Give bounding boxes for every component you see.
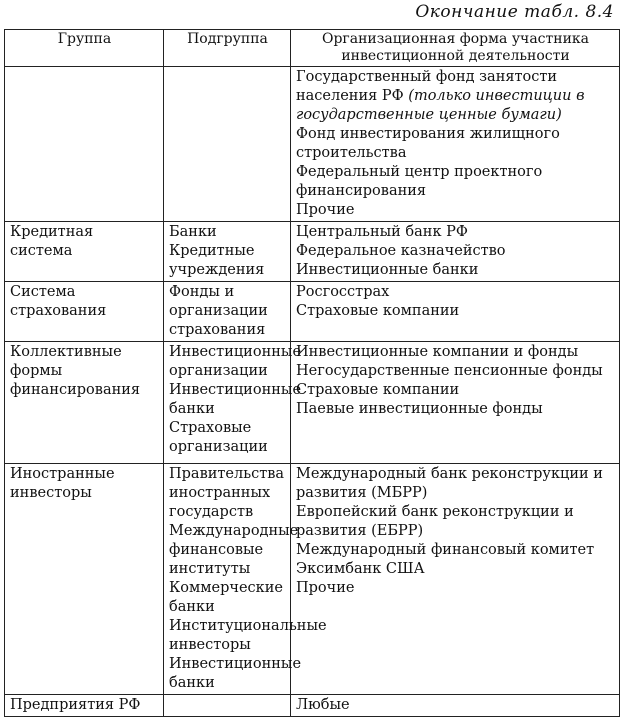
subgroup-item: Коммерческие банки xyxy=(169,580,283,615)
form-item: Федеральное казначейство xyxy=(296,243,506,259)
table-row xyxy=(5,464,620,695)
subgroup-item: Правительства иностранных государств xyxy=(169,466,285,520)
header-form: Организационная форма участника инвестиционной деятельности xyxy=(291,30,620,67)
table-row xyxy=(5,695,620,717)
form-item: Эксимбанк США xyxy=(296,561,425,577)
subgroup-cell xyxy=(164,67,291,222)
form-item: Прочие xyxy=(296,202,355,218)
subgroup-item: Институциональные инвесторы xyxy=(169,618,327,653)
subgroup-cell xyxy=(164,695,291,717)
table-row xyxy=(5,342,620,464)
form-item: Международный финансовый комитет xyxy=(296,542,595,558)
form-cell xyxy=(291,282,620,342)
form-item: Фонд инвестирования жилищного строительства xyxy=(296,126,560,161)
table-caption: Окончание табл. 8.4 xyxy=(415,2,614,22)
form-item: Центральный банк РФ xyxy=(296,224,468,240)
subgroup-cell xyxy=(164,222,291,282)
table-row xyxy=(5,282,620,342)
subgroup-cell xyxy=(164,342,302,464)
form-item: Федеральный центр проектного финансирования xyxy=(296,164,543,199)
group-cell: Иностранные инвесторы xyxy=(5,464,164,695)
table-header-row xyxy=(5,30,620,67)
subgroup-item: Инвестиционные банки xyxy=(169,382,302,417)
group-cell: Предприятия РФ xyxy=(5,695,164,717)
header-subgroup: Подгруппа xyxy=(164,30,291,67)
investment-participants-table xyxy=(4,29,620,717)
header-group: Группа xyxy=(5,30,164,67)
form-item: Любые xyxy=(296,697,350,713)
table-row xyxy=(5,222,620,282)
form-item: Прочие xyxy=(296,580,355,596)
subgroup-item: Фонды и организации страхования xyxy=(169,284,268,338)
form-item-note: (только инвестиции в государственные ценные бумаги) xyxy=(296,88,585,123)
form-cell xyxy=(291,342,620,464)
group-cell: Коллективные формы финансирования xyxy=(5,342,164,464)
subgroup-item: Международные финансовые институты xyxy=(169,523,299,577)
subgroup-item: Кредитные учреждения xyxy=(169,243,265,278)
subgroup-item: Банки xyxy=(169,224,217,240)
subgroup-item: Страховые организации xyxy=(169,420,268,455)
form-cell xyxy=(291,67,620,222)
form-item: Негосударственные пенсионные фонды xyxy=(296,363,603,379)
subgroup-item: Инвестиционные организации xyxy=(169,344,302,379)
form-cell xyxy=(291,464,620,695)
form-item: Страховые компании xyxy=(296,382,460,398)
form-item: Международный банк реконструкции и развития (МБРР) xyxy=(296,466,603,501)
form-item: Паевые инвестиционные фонды xyxy=(296,401,543,417)
subgroup-cell xyxy=(164,282,291,342)
form-item: Страховые компании xyxy=(296,303,460,319)
group-cell xyxy=(5,67,164,222)
form-item: Государственный фонд занятости населения РФ (только инвестиции в государственные ценные бумаги) xyxy=(296,69,585,123)
group-cell: Кредитная система xyxy=(5,222,164,282)
form-item: Европейский банк реконструкции и развития (ЕБРР) xyxy=(296,504,574,539)
form-item: Росгосстрах xyxy=(296,284,390,300)
form-cell xyxy=(291,222,620,282)
form-item: Инвестиционные банки xyxy=(296,262,479,278)
group-cell: Система страхования xyxy=(5,282,164,342)
table-row xyxy=(5,67,620,222)
form-cell xyxy=(291,695,620,717)
form-item: Инвестиционные компании и фонды xyxy=(296,344,579,360)
subgroup-item: Инвестиционные банки xyxy=(169,656,302,691)
